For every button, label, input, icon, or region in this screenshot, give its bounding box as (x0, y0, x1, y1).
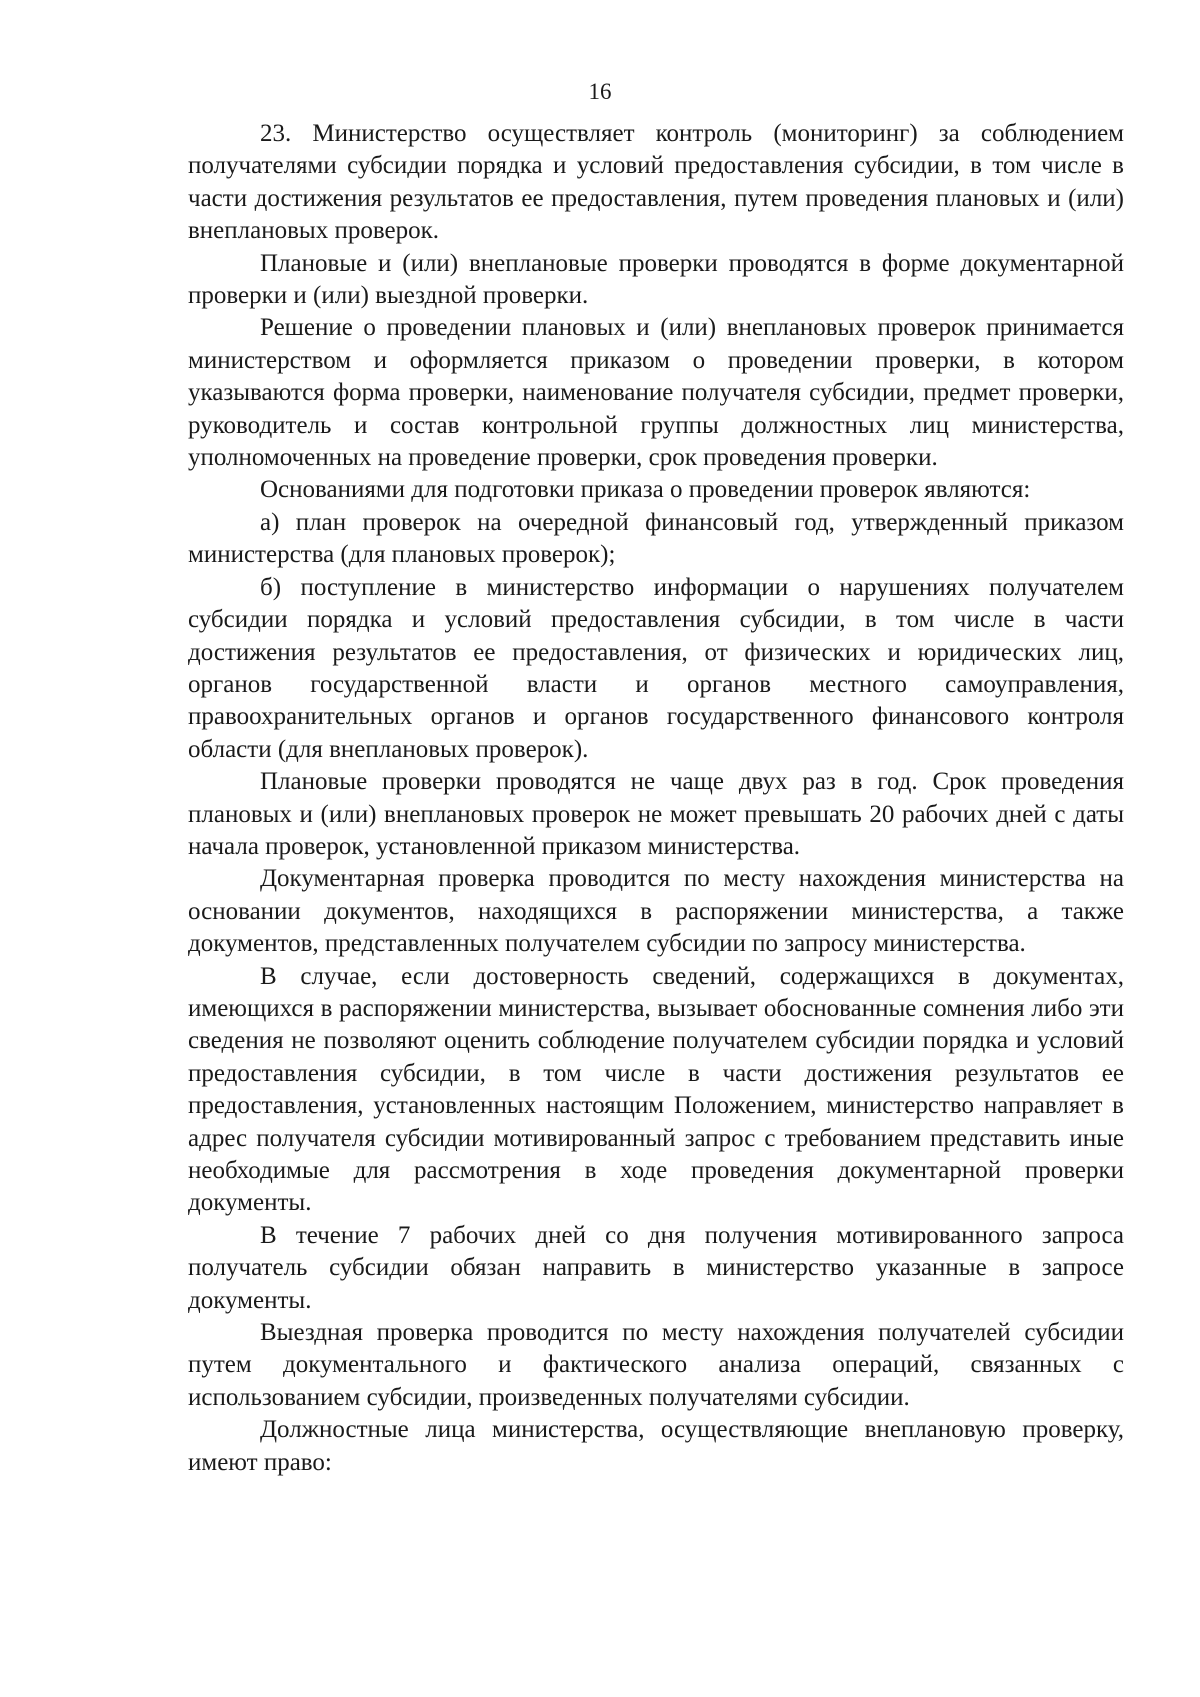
paragraph-inspection-forms: Плановые и (или) внеплановые проверки проводятся в форме документарной проверки и (или) выездной проверки. (188, 249, 1124, 310)
paragraph-inspection-grounds: Основаниями для подготовки приказа о проведении проверок являются: (260, 476, 1031, 504)
list-item-a-planned: а) план проверок на очередной финансовый год, утвержденный приказом министерства (для плановых проверок); (188, 508, 1124, 569)
document-body (188, 118, 1124, 1479)
paragraph-official-rights: Должностные лица министерства, осуществляющие внеплановую проверку, имеют право: (188, 1416, 1124, 1476)
paragraph-inspection-decision: Решение о проведении плановых и (или) внеплановых проверок принимается министерством и оформляется приказом о проведении проверки, в котором указываются форма проверки, наименование получателя субсидии, предмет проверки, руководитель и состав контрольной группы должностных лиц министерства, уполномоченных на проведение проверки, срок проведения проверки. (188, 314, 1124, 472)
paragraph-inspection-frequency: Плановые проверки проводятся не чаще двух раз в год. Срок проведения плановых и (или) внеплановых проверок не может превышать 20 рабочих дней с даты начала проверок, установленной приказом министерства. (188, 768, 1124, 860)
paragraph-response-deadline: В течение 7 рабочих дней со дня получения мотивированного запроса получатель субсидии обязан направить в министерство указанные в запросе документы. (188, 1221, 1124, 1314)
page-number: 16 (588, 79, 612, 104)
list-item-b-unplanned: б) поступление в министерство информации о нарушениях получателем субсидии порядка и условий предоставления субсидии, в том числе в части достижения результатов ее предоставления, от физических и юридических лиц, органов государственной власти и органов местного самоуправления, правоохранительных органов и органов государственного финансового контроля области (для внеплановых проверок). (188, 573, 1124, 763)
paragraph-documentary-inspection: Документарная проверка проводится по месту нахождения министерства на основании документов, находящихся в распоряжении министерства, а также документов, представленных получателем субсидии по запросу министерства. (188, 865, 1124, 958)
paragraph-field-inspection: Выездная проверка проводится по месту нахождения получателей субсидии путем документального и фактического анализа операций, связанных с использованием субсидии, произведенных получателями субсидии. (188, 1319, 1124, 1411)
paragraph-reasoned-request: В случае, если достоверность сведений, содержащихся в документах, имеющихся в распоряжении министерства, вызывает обоснованные сомнения либо эти сведения не позволяют оценить соблюдение получателем субсидии порядка и условий предоставления субсидии, в том числе в части достижения результатов ее предоставления, установленных настоящим Положением, министерство направляет в адрес получателя субсидии мотивированный запрос с требованием представить иные необходимые для рассмотрения в ходе проведения документарной проверки документы. (188, 962, 1124, 1217)
paragraph-23-monitoring: 23. Министерство осуществляет контроль (мониторинг) за соблюдением получателями субсидии порядка и условий предоставления субсидии, в том числе в части достижения результатов ее предоставления, путем проведения плановых и (или) внеплановых проверок. (188, 120, 1124, 245)
